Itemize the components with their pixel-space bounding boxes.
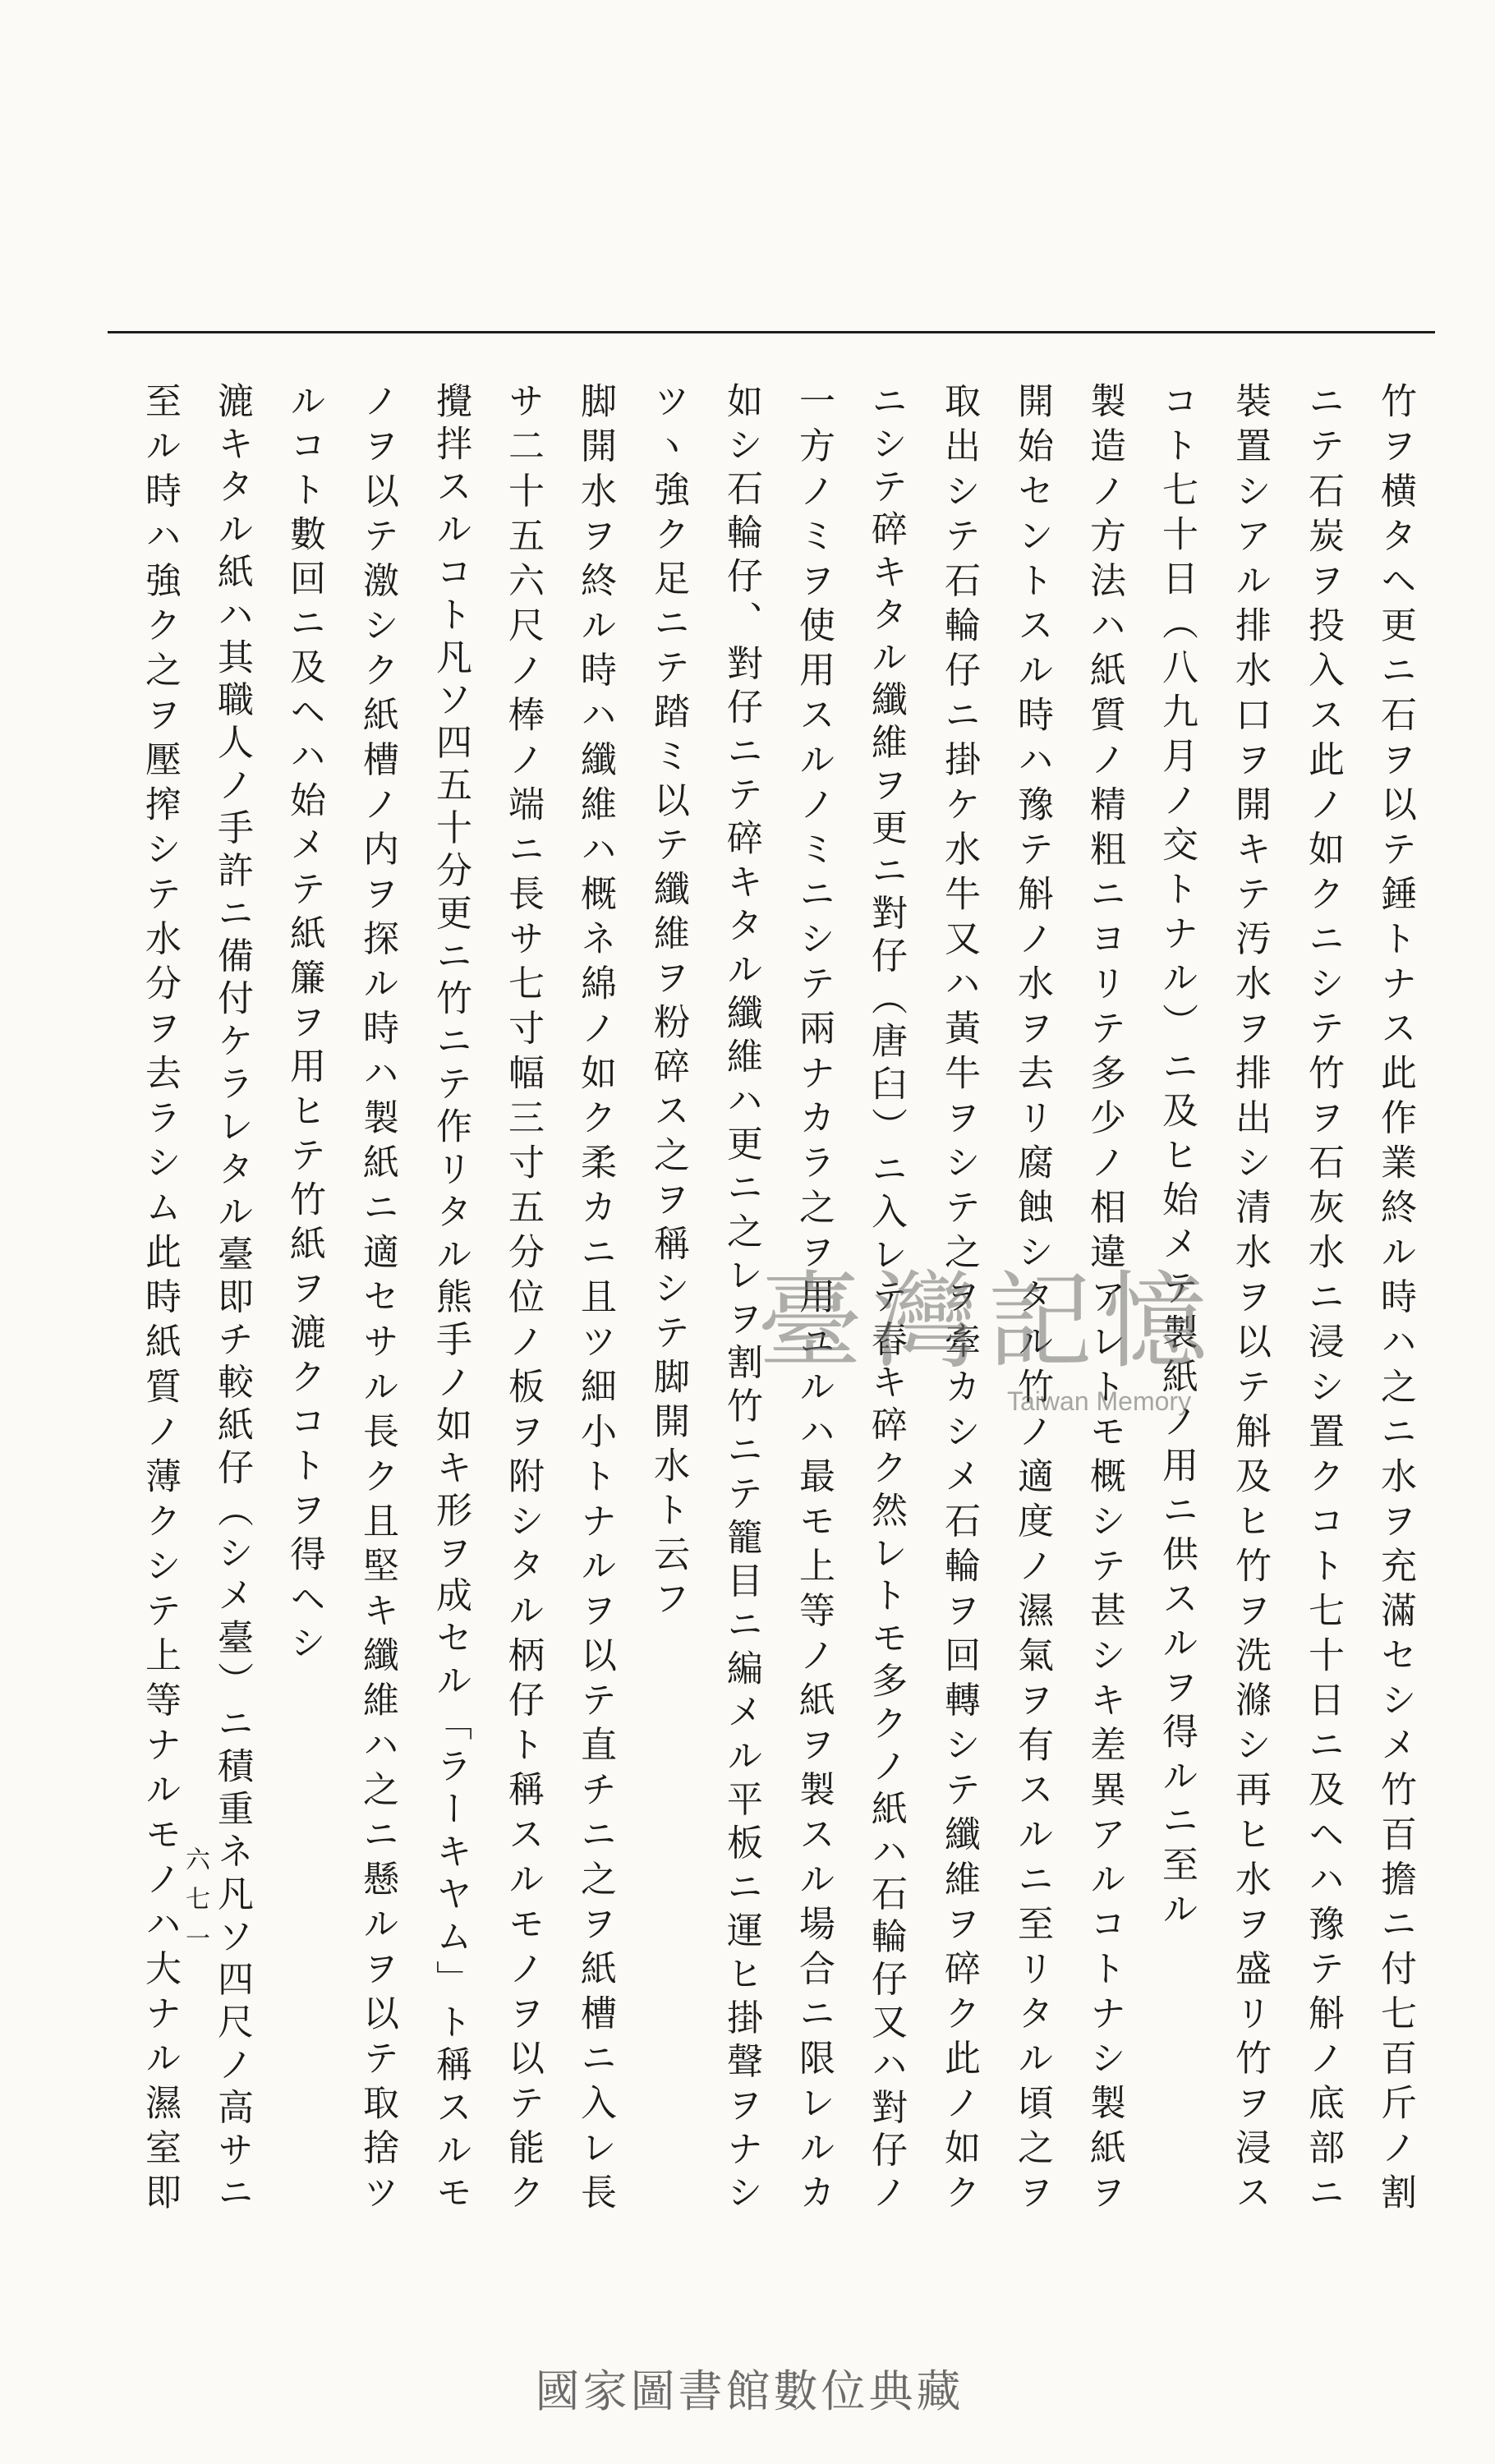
- text-column: ツヽ強ク足ニテ踏ミ以テ纖維ヲ粉碎ス之ヲ稱シテ脚開水ト云フ: [647, 382, 689, 1624]
- text-column: コト七十日（八九月ノ交トナル）ニ及ヒ始メテ製紙ノ用ニ供スルヲ得ルニ至ル: [1156, 382, 1198, 1934]
- text-column: サ二十五六尺ノ棒ノ端ニ長サ七寸幅三寸五分位ノ板ヲ附シタル柄仔ト稱スルモノヲ以テ能ク: [502, 382, 544, 2209]
- text-column: ノヲ以テ激シク紙槽ノ内ヲ探ル時ハ製紙ニ適セサル長ク且堅キ纖維ハ之ニ懸ルヲ以テ取捨ツ: [356, 382, 398, 2209]
- text-column: 至ル時ハ強ク之ヲ壓搾シテ水分ヲ去ラシム此時紙質ノ薄クシテ上等ナルモノハ大ナル濕室即: [139, 382, 181, 2209]
- watermark-title: 臺灣記憶: [757, 1261, 1218, 1383]
- footer-archive-label: 國家圖書館數位典藏: [535, 2365, 964, 2417]
- top-rule-divider: [108, 331, 1435, 333]
- watermark-subtitle: Taiwan Memory: [1007, 1386, 1192, 1416]
- text-column: 脚開水ヲ終ル時ハ纖維ハ概ネ綿ノ如ク柔カニ且ツ細小トナルヲ以テ直チニ之ヲ紙槽ニ入レ長: [574, 382, 616, 2209]
- text-column: 漉キタル紙ハ其職人ノ手許ニ備付ケラレタル臺即チ較紙仔（シメ臺）ニ積重ネ凡ソ四尺ノ高サニ: [211, 382, 253, 2209]
- text-column: ニテ石炭ヲ投入ス此ノ如クニシテ竹ヲ石灰水ニ浸シ置クコト七十日ニ及ヘハ豫テ斛ノ底部ニ: [1302, 382, 1344, 2209]
- text-column: 竹ヲ横タヘ更ニ石ヲ以テ錘トナス此作業終ル時ハ之ニ水ヲ充滿セシメ竹百擔ニ付七百斤ノ割: [1374, 382, 1416, 2209]
- text-column: ルコト數回ニ及ヘハ始メテ紙簾ヲ用ヒテ竹紙ヲ漉クコトヲ得ヘシ: [283, 382, 325, 1668]
- text-column: 開始セントスル時ハ豫テ斛ノ水ヲ去リ腐蝕シタル竹ノ適度ノ濕氣ヲ有スルニ至リタル頃之ヲ: [1011, 382, 1053, 2209]
- text-column: 取出シテ石輪仔ニ掛ケ水牛又ハ黃牛ヲシテ之ヲ牽カシメ石輪ヲ回轉シテ纖維ヲ碎ク此ノ如ク: [938, 382, 980, 2209]
- page-number: 六七一: [181, 1846, 209, 1965]
- text-column: 攪拌スルコト凡ソ四五十分更ニ竹ニテ作リタル熊手ノ如キ形ヲ成セル「ラーキヤム」ト稱スルモ: [430, 382, 472, 2209]
- text-column: 裝置シアル排水口ヲ開キテ汚水ヲ排出シ清水ヲ以テ斛及ヒ竹ヲ洗滌シ再ヒ水ヲ盛リ竹ヲ浸ス: [1229, 382, 1271, 2209]
- text-column: 一方ノミヲ使用スルノミニシテ兩ナカラ之ヲ用ユルハ最モ上等ノ紙ヲ製スル場合ニ限レルカ: [793, 382, 835, 2209]
- text-column: ニシテ碎キタル纖維ヲ更ニ對仔（唐臼）ニ入レテ舂キ碎ク然レトモ多クノ紙ハ石輪仔又ハ對仔ノ: [865, 382, 907, 2209]
- text-column: 製造ノ方法ハ紙質ノ精粗ニヨリテ多少ノ相違アレトモ概シテ甚シキ差異アルコトナシ製紙ヲ: [1083, 382, 1125, 2209]
- text-column: 如シ石輪仔、對仔ニテ碎キタル纖維ハ更ニ之レヲ割竹ニテ籠目ニ編メル平板ニ運ヒ掛聲ヲナシ: [720, 382, 762, 2209]
